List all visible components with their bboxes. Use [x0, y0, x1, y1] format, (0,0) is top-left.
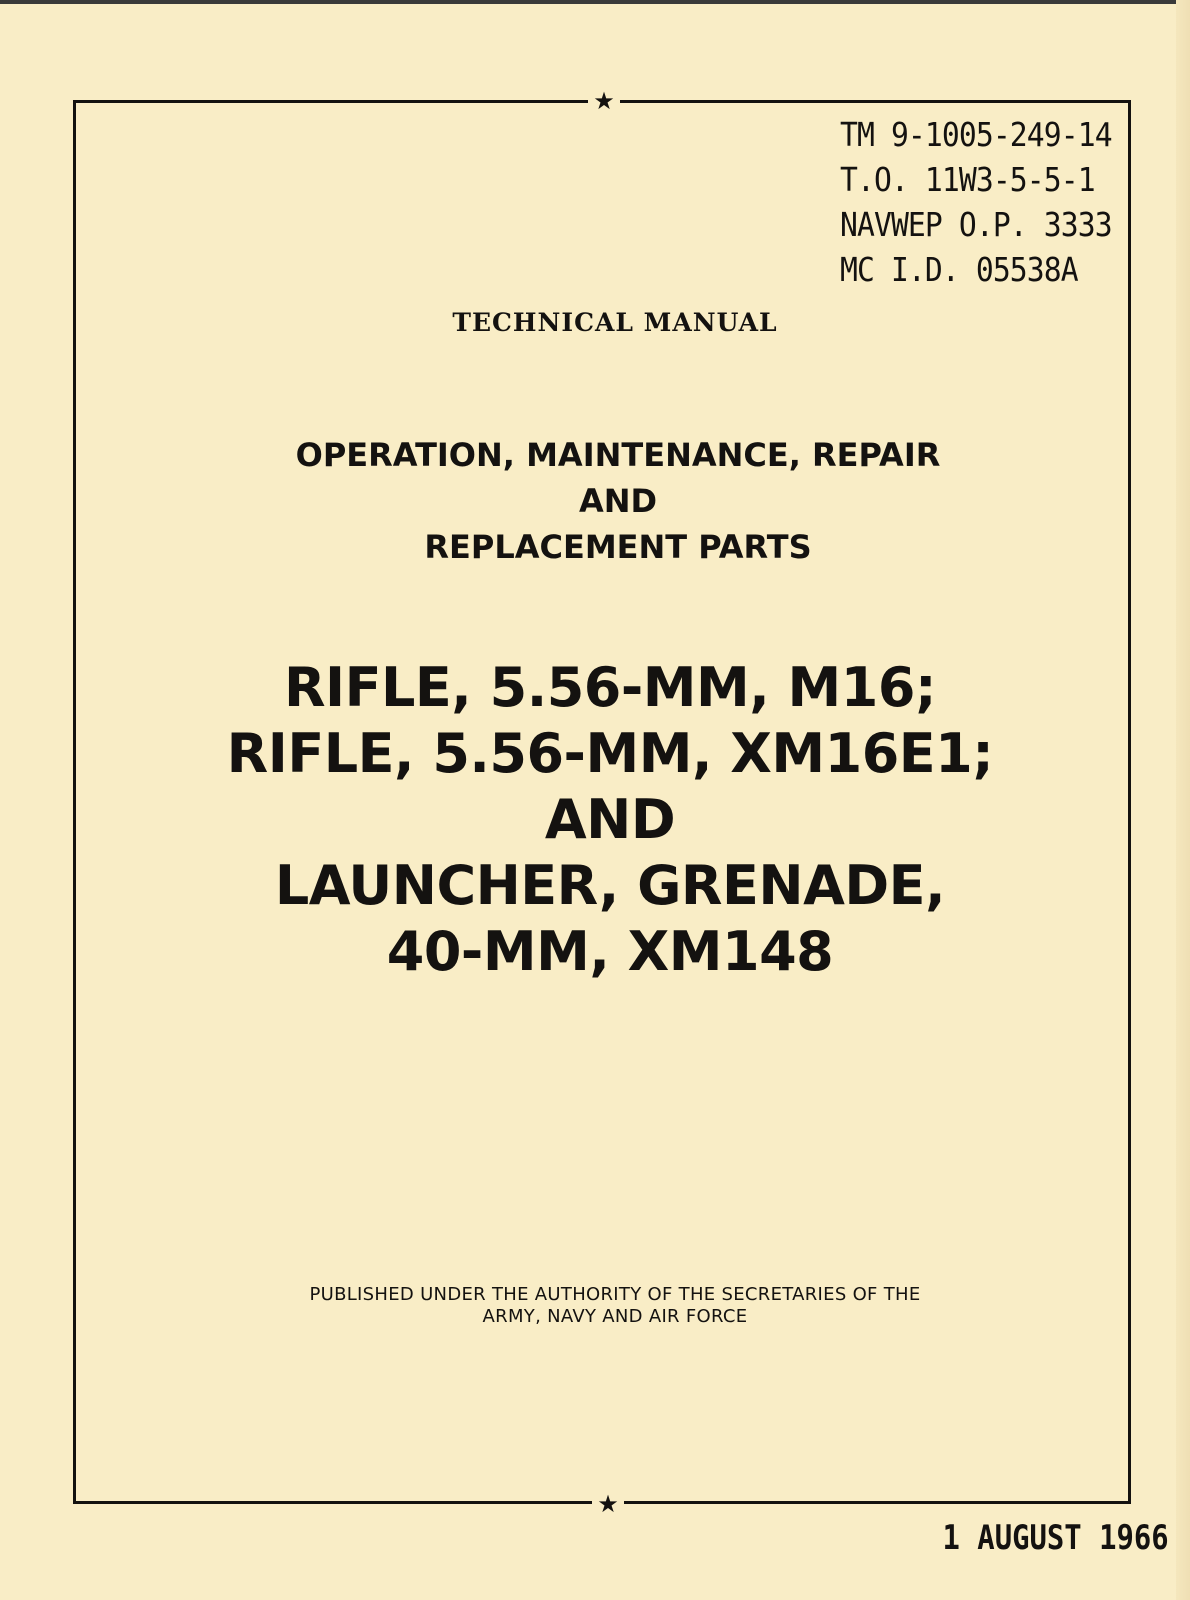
manual-subtitle [0, 432, 1190, 570]
star-ornament-top-icon: ★ [588, 88, 620, 114]
manual-title [0, 655, 1190, 985]
publication-authority [0, 1284, 1190, 1328]
manual-designations [840, 112, 1112, 292]
document-type-heading: TECHNICAL MANUAL [452, 308, 778, 337]
authority-line: ARMY, NAVY AND AIR FORCE [482, 1306, 748, 1327]
designation-tm: TM 9-1005-249-14 [840, 115, 1112, 154]
subtitle-line: OPERATION, MAINTENANCE, REPAIR [295, 436, 941, 474]
star-ornament-bottom-icon: ★ [592, 1491, 624, 1517]
title-line: RIFLE, 5.56-MM, XM16E1; [226, 722, 994, 785]
subtitle-line: AND [578, 482, 658, 520]
title-line: 40-MM, XM148 [386, 920, 834, 983]
subtitle-line: REPLACEMENT PARTS [424, 528, 812, 566]
designation-navwep: NAVWEP O.P. 3333 [840, 205, 1112, 244]
page-top-edge [0, 0, 1190, 4]
title-line: AND [544, 788, 676, 851]
publication-date: 1 AUGUST 1966 [942, 1518, 1169, 1558]
authority-line: PUBLISHED UNDER THE AUTHORITY OF THE SECRETARIES OF THE [309, 1284, 921, 1305]
title-line: LAUNCHER, GRENADE, [274, 854, 946, 917]
title-line: RIFLE, 5.56-MM, M16; [283, 656, 937, 719]
designation-to: T.O. 11W3-5-5-1 [840, 160, 1095, 199]
designation-mc: MC I.D. 05538A [840, 250, 1078, 289]
